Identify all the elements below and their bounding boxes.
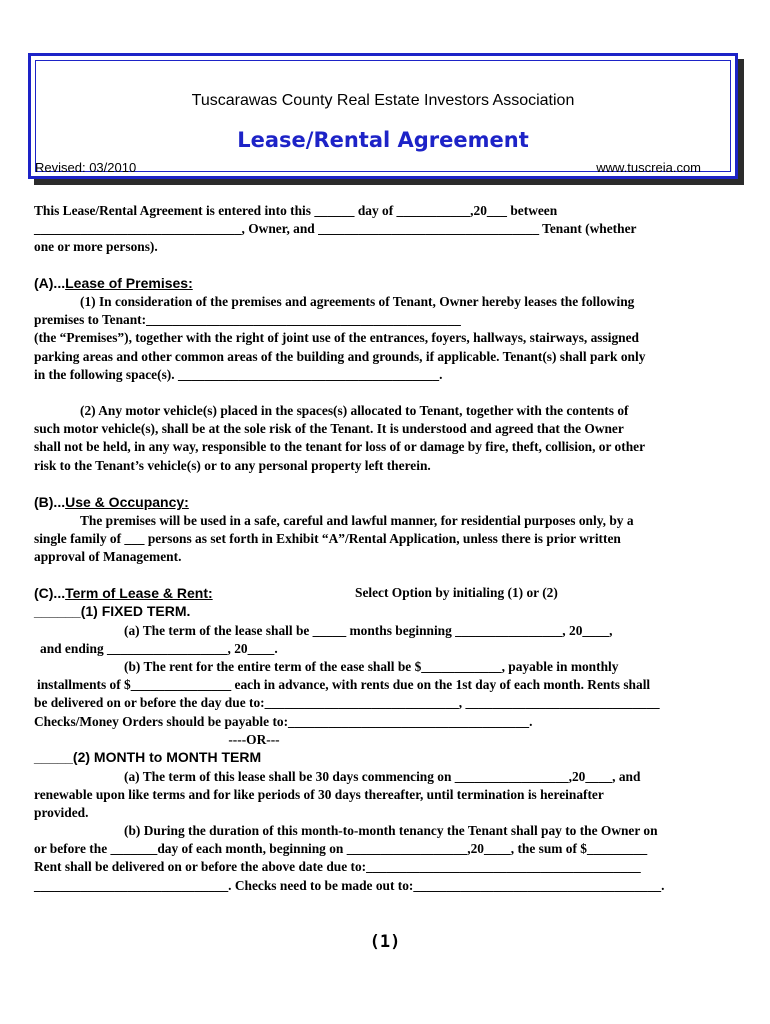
section-a-prefix: (A)... xyxy=(34,275,66,291)
paragraph-line: in the following space(s). _______________________________________. xyxy=(34,366,443,382)
section-a-paragraph-2 xyxy=(34,402,734,475)
paragraph-line: shall not be held, in any way, responsible to the tenant for loss of or damage by fire, theft, collision, or other xyxy=(34,439,646,455)
intro-paragraph xyxy=(34,202,734,257)
section-b-prefix: (B)... xyxy=(34,494,66,510)
option-1-term xyxy=(34,622,734,658)
option-2-rent xyxy=(34,822,734,895)
section-b-paragraph xyxy=(34,512,734,567)
website: www.tuscreia.com xyxy=(596,160,701,175)
paragraph-line: be delivered on or before the day due to:_____________________________, _____________________________ xyxy=(34,695,660,711)
page-number: (1) xyxy=(369,932,401,952)
intro-line: This Lease/Rental Agreement is entered into this ______ day of ___________,20___ between xyxy=(34,203,558,218)
paragraph-line: (2) Any motor vehicle(s) placed in the spaces(s) allocated to Tenant, together with the contents of xyxy=(80,403,629,418)
paragraph-line: approval of Management. xyxy=(34,549,182,565)
paragraph-line: (a) The term of this lease shall be 30 days commencing on _________________,20____, and xyxy=(124,769,641,784)
document-title: Lease/Rental Agreement xyxy=(237,128,529,152)
section-b-heading xyxy=(34,494,189,510)
option-2-term xyxy=(34,768,734,823)
option-select-note: Select Option by initialing (1) or (2) xyxy=(355,585,558,600)
or-divider: ----OR--- xyxy=(228,732,280,747)
paragraph-line: (the “Premises”), together with the right of joint use of the entrances, foyers, hallways, stairways, assigned xyxy=(34,330,639,346)
paragraph-line: Rent shall be delivered on or before the above date due to:_________________________________________ xyxy=(34,859,641,875)
section-c-prefix: (C)... xyxy=(34,585,66,601)
section-a-heading xyxy=(34,275,193,291)
paragraph-line: provided. xyxy=(34,805,89,821)
option-1-rent xyxy=(34,658,734,731)
section-a-paragraph-1 xyxy=(34,293,734,384)
option-2-heading: _____(2) MONTH to MONTH TERM xyxy=(34,749,262,765)
paragraph-line: _____________________________. Checks need to be made out to:_____________________________________. xyxy=(34,877,665,893)
section-c-title: Term of Lease & Rent: xyxy=(65,585,213,601)
paragraph-line: premises to Tenant:_______________________________________________ xyxy=(34,312,461,328)
paragraph-line: (1) In consideration of the premises and agreements of Tenant, Owner hereby leases the following xyxy=(80,294,635,309)
paragraph-line: The premises will be used in a safe, careful and lawful manner, for residential purposes only, by a xyxy=(80,513,634,528)
paragraph-line: or before the _______day of each month, beginning on __________________,20____, the sum of $_________ xyxy=(34,841,648,857)
revised-date: Revised: 03/2010 xyxy=(35,160,137,175)
paragraph-line: (b) During the duration of this month-to-month tenancy the Tenant shall pay to the Owner on xyxy=(124,823,658,838)
paragraph-line: parking areas and other common areas of the building and grounds, if applicable. Tenant(s) shall park only xyxy=(34,348,646,364)
paragraph-line: such motor vehicle(s), shall be at the sole risk of the Tenant. It is understood and agreed that the Owner xyxy=(34,421,624,437)
header-box xyxy=(28,53,738,179)
section-c-heading xyxy=(34,585,213,601)
section-a-title: Lease of Premises: xyxy=(65,275,193,291)
paragraph-line: risk to the Tenant’s vehicle(s) or to any personal property left therein. xyxy=(34,457,431,473)
association-name: Tuscarawas County Real Estate Investors Association xyxy=(191,92,575,109)
paragraph-line: installments of $_______________ each in advance, with rents due on the 1st day of each month. Rents shall xyxy=(37,677,651,693)
header-inner-border xyxy=(35,60,731,172)
paragraph-line: Checks/Money Orders should be payable to:____________________________________. xyxy=(34,713,533,729)
paragraph-line: (a) The term of the lease shall be _____ months beginning ________________, 20____, xyxy=(124,623,613,638)
option-1-heading: ______(1) FIXED TERM. xyxy=(34,603,191,619)
paragraph-line: and ending __________________, 20____. xyxy=(40,641,278,657)
intro-line: _______________________________, Owner, and _________________________________ Tenant (whether xyxy=(34,221,637,237)
paragraph-line: single family of ___ persons as set forth in Exhibit “A”/Rental Application, unless there is prior written xyxy=(34,531,621,547)
section-b-title: Use & Occupancy: xyxy=(65,494,189,510)
paragraph-line: (b) The rent for the entire term of the ease shall be $____________, payable in monthly xyxy=(124,659,619,674)
intro-line: one or more persons). xyxy=(34,239,158,255)
paragraph-line: renewable upon like terms and for like periods of 30 days thereafter, until termination is hereinafter xyxy=(34,787,604,803)
